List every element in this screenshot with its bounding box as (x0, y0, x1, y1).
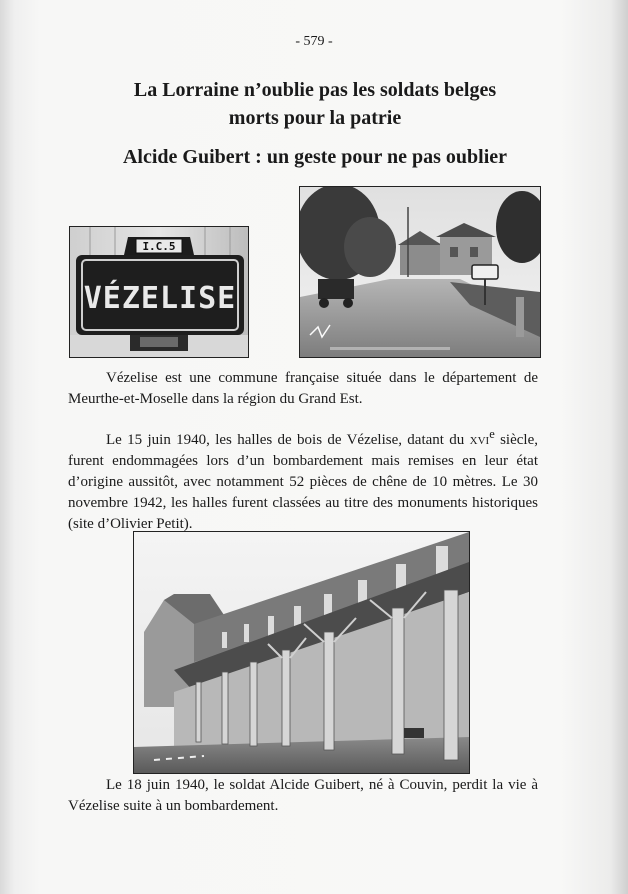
century-numeral: xvi (469, 432, 490, 448)
sign-name-text: VÉZELISE (83, 281, 237, 316)
paragraph-halles-text (68, 424, 538, 535)
halles-text-end: siècle, furent endommagées lors d’un bombardement mais remises en leur état d’origine aussitôt, avec notamment 52 pièces de chêne de 10 mètres. Le 30 novembre 1942, les halles furent classées au titre des monuments historiques (site d’Olivier Petit). (68, 432, 538, 532)
sign-top-plate-text: I.C.5 (142, 240, 176, 253)
page-title (60, 76, 570, 132)
halles-text-start: Le 15 juin 1940, les halles de bois de Vézelise, datant du (106, 432, 470, 448)
paragraph-guibert-text: Le 18 juin 1940, le soldat Alcide Guibert, né à Couvin, perdit la vie à Vézelise suite à un bombardement. (68, 777, 538, 814)
paragraph-intro-text: Vézelise est une commune française située dans le département de Meurthe-et-Moselle dans la région du Grand Est. (68, 370, 538, 407)
paragraph-guibert (68, 775, 538, 817)
title-line-1: La Lorraine n’oublie pas les soldats belges (133, 79, 497, 101)
page-subtitle: Alcide Guibert : un geste pour ne pas oublier (122, 146, 508, 168)
paragraph-intro (68, 368, 538, 410)
paragraph-halles (68, 424, 538, 535)
page-number: - 579 - (295, 34, 333, 49)
century-superscript: e (489, 427, 495, 441)
title-line-2: morts pour la patrie (228, 107, 402, 129)
market-halls-photo (133, 531, 470, 774)
street-photo (299, 186, 541, 358)
sign-photo (69, 226, 249, 358)
